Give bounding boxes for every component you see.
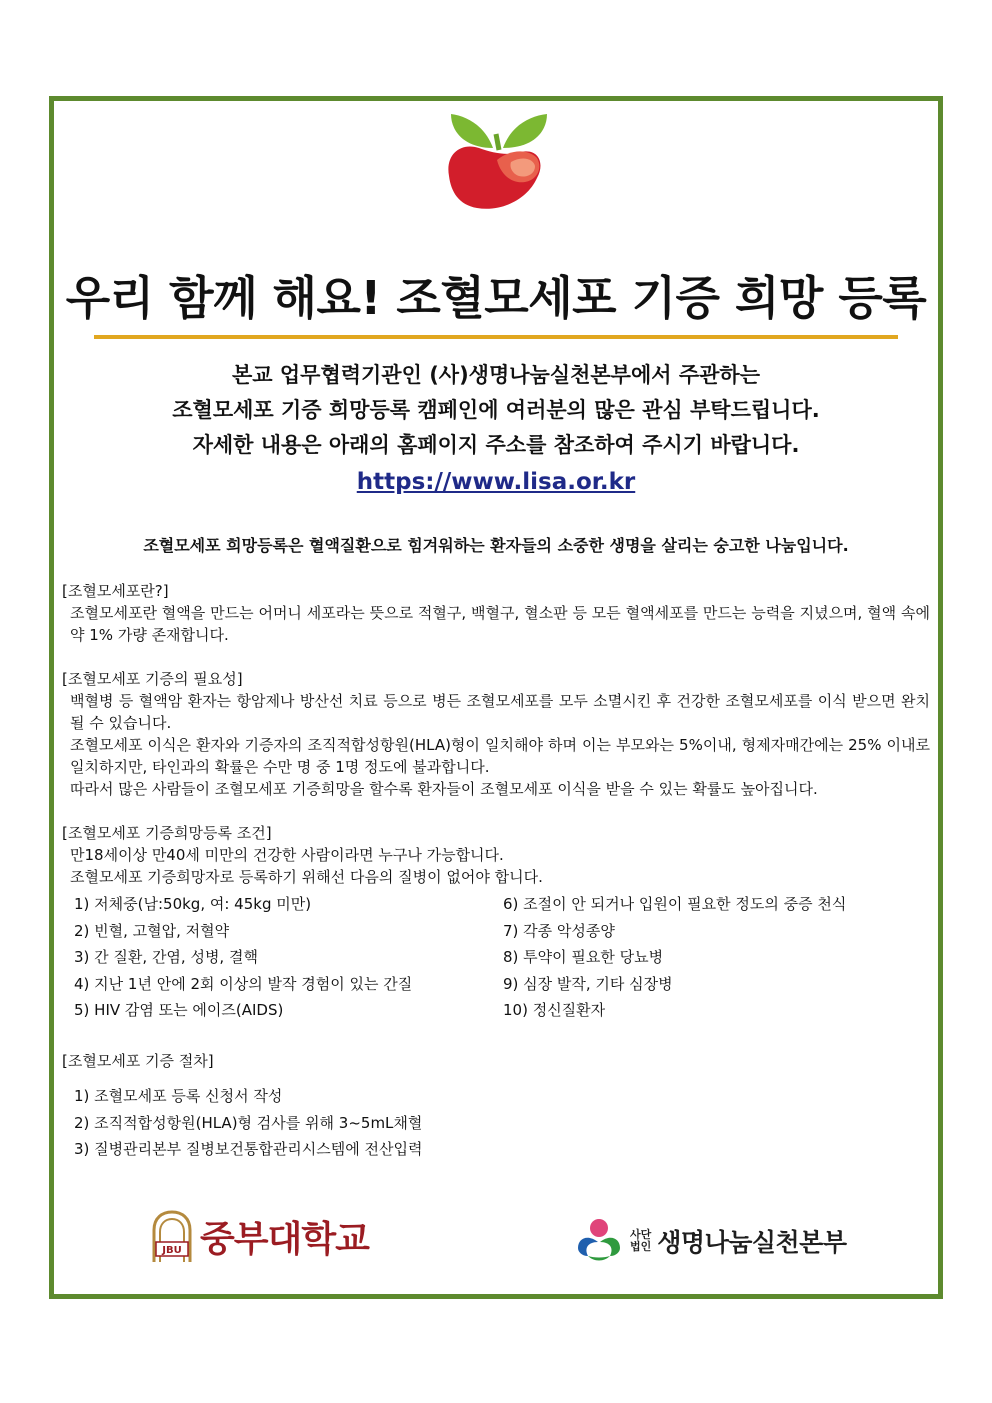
conditions-line-1: 만18세이상 만40세 미만의 건강한 사람이라면 누구나 가능합니다. (70, 846, 504, 864)
jbu-logo (150, 1208, 369, 1264)
section-need-paragraph-3: 따라서 많은 사람들이 조혈모세포 기증희망을 할수록 환자들이 조혈모세포 이식을 받을 수 있는 확률도 높아집니다. (70, 780, 818, 798)
list-item: 3) 질병관리본부 질병보건통합관리시스템에 전산입력 (74, 1140, 423, 1158)
list-item: 7) 각종 악성종양 (503, 921, 615, 940)
intro-line-2: 조혈모세포 기증 희망등록 캠페인에 여러분의 많은 관심 부탁드립니다. (172, 398, 820, 422)
section-title-conditions: [조혈모세포 기증희망등록 조건] (62, 824, 272, 842)
list-item: 5) HIV 감염 또는 에이즈(AIDS) (74, 1001, 284, 1019)
jbu-name: 중부대학교 (200, 1218, 369, 1260)
seed-sprout-logo (441, 108, 553, 214)
intro-text (60, 358, 932, 463)
page-title: 우리 함께 해요! 조혈모세포 기증 희망 등록 (65, 271, 927, 325)
section-title-procedure: [조혈모세포 기증 절차] (62, 1052, 214, 1070)
section-need-paragraph-1: 백혈병 등 혈액암 환자는 항암제나 방산선 치료 등으로 병든 조혈모세포를 모두 소멸시킨 후 건강한 조혈모세포를 이식 받으면 완치 될 수 있습니다. (70, 692, 930, 732)
intro-line-1: 본교 업무협력기관인 (사)생명나눔실천본부에서 주관하는 (232, 363, 760, 387)
section-title-what: [조혈모세포란?] (62, 582, 169, 600)
homepage-link[interactable]: https://www.lisa.or.kr (356, 469, 636, 495)
procedure-list (74, 1083, 422, 1163)
lisa-small-text-1: 사단 (630, 1228, 652, 1241)
title-underline (94, 335, 898, 339)
list-item: 10) 정신질환자 (503, 1001, 606, 1019)
list-item: 3) 간 질환, 간염, 성병, 결핵 (74, 948, 258, 966)
conditions-line-2: 조혈모세포 기증희망자로 등록하기 위해선 다음의 질병이 없어야 합니다. (70, 868, 543, 886)
section-title-need: [조혈모세포 기증의 필요성] (62, 670, 243, 688)
list-item: 4) 지난 1년 안에 2회 이상의 발작 경험이 있는 간질 (74, 974, 413, 993)
disease-list-left (74, 891, 412, 1024)
list-item: 2) 빈혈, 고혈압, 저혈약 (74, 921, 230, 940)
lisa-name: 생명나눔실천본부 (657, 1228, 847, 1257)
lisa-small-text-2: 법인 (630, 1240, 652, 1253)
jbu-emblem-text: JBU (162, 1245, 182, 1256)
list-item: 9) 심장 발작, 기타 심장병 (503, 974, 673, 993)
section-body-what: 조혈모세포란 혈액을 만드는 어머니 세포라는 뜻으로 적혈구, 백혈구, 혈소판 등 모든 혈액세포를 만드는 능력을 지녔으며, 혈액 속에 약 1% 가량 존재합니다. (70, 604, 930, 644)
lisa-emblem-icon (574, 1218, 624, 1264)
list-item: 1) 저체중(남:50kg, 여: 45kg 미만) (74, 895, 312, 913)
list-item: 8) 투약이 필요한 당뇨병 (503, 948, 664, 966)
list-item: 6) 조절이 안 되거나 입원이 필요한 정도의 중증 천식 (503, 895, 847, 913)
list-item: 2) 조직적합성항원(HLA)형 검사를 위해 3~5mL채혈 (74, 1113, 423, 1132)
disease-list-right (503, 891, 846, 1024)
section-need-paragraph-2: 조혈모세포 이식은 환자와 기증자의 조직적합성항원(HLA)형이 일치해야 하며 이는 부모와는 5%이내, 형제자매간에는 25% 이내로 일치하지만, 타인과의 확률은 수만 명 중 1명 정도에 불과합니다. (70, 736, 930, 776)
list-item: 1) 조혈모세포 등록 신청서 작성 (74, 1087, 283, 1105)
intro-line-3: 자세한 내용은 아래의 홈페이지 주소를 참조하여 주시기 바랍니다. (192, 433, 800, 457)
headline-text: 조혈모세포 희망등록은 혈액질환으로 힘겨워하는 환자들의 소중한 생명을 살리는 숭고한 나눔입니다. (143, 536, 849, 555)
jbu-emblem-icon (150, 1208, 194, 1264)
lisa-logo (574, 1218, 846, 1264)
